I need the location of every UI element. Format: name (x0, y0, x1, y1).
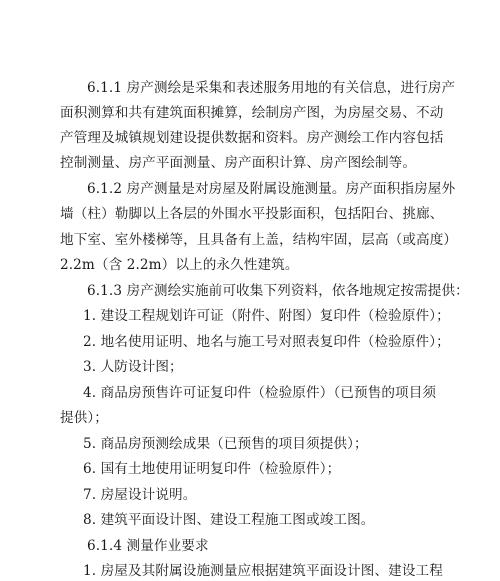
paragraph-6-1-2-line-4: 2.2m（含 2.2m）以上的永久性建筑。 (60, 257, 299, 273)
list-item-4-line-1: 4. 商品房预售许可证复印件（检验原件）（已预售的项目须 (83, 385, 437, 401)
list-item-2: 2. 地名使用证明、地名与施工号对照表复印件（检验原件）； (83, 334, 450, 350)
paragraph-6-1-2-line-3: 地下室、室外楼梯等，且具备有上盖，结构牢固，层高（或高度） (60, 232, 458, 248)
paragraph-6-1-1-line-1: 6.1.1 房产测绘是采集和表述服务用地的有关信息，进行房产 (87, 80, 456, 96)
paragraph-6-1-1-line-4: 控制测量、房产平面测量、房产面积计算、房产图绘制等。 (60, 155, 417, 171)
paragraph-6-1-4-item-1: 1. 房屋及其附属设施测量应根据建筑平面设计图、建设工程 (83, 563, 443, 579)
paragraph-6-1-1-line-2: 面积测算和共有建筑面积摊算，绘制房产图，为房屋交易、不动 (60, 105, 444, 121)
list-item-7: 7. 房屋设计说明。 (83, 487, 197, 503)
list-item-5: 5. 商品房预测绘成果（已预售的项目须提供）； (83, 436, 368, 452)
paragraph-6-1-2-line-2: 墙（柱）勒脚以上各层的外围水平投影面积，包括阳台、挑廊、 (60, 206, 444, 222)
list-item-4-line-2: 提供）； (60, 410, 108, 426)
paragraph-6-1-3-heading: 6.1.3 房产测绘实施前可收集下列资料，依各地规定按需提供： (87, 283, 469, 299)
list-item-8: 8. 建筑平面设计图、建设工程施工图或竣工图。 (83, 512, 375, 528)
list-item-6: 6. 国有土地使用证明复印件（检验原件）； (83, 461, 341, 477)
paragraph-6-1-1-line-3: 产管理及城镇规划建设提供数据和资料。房产测绘工作内容包括 (60, 130, 444, 146)
list-item-1: 1. 建设工程规划许可证（附件、附图）复印件（检验原件）； (83, 308, 450, 324)
paragraph-6-1-2-line-1: 6.1.2 房产测量是对房屋及附属设施测量。房产面积指房屋外 (87, 181, 456, 197)
list-item-3: 3. 人防设计图； (83, 359, 183, 375)
paragraph-6-1-4-heading: 6.1.4 测量作业要求 (87, 538, 209, 554)
